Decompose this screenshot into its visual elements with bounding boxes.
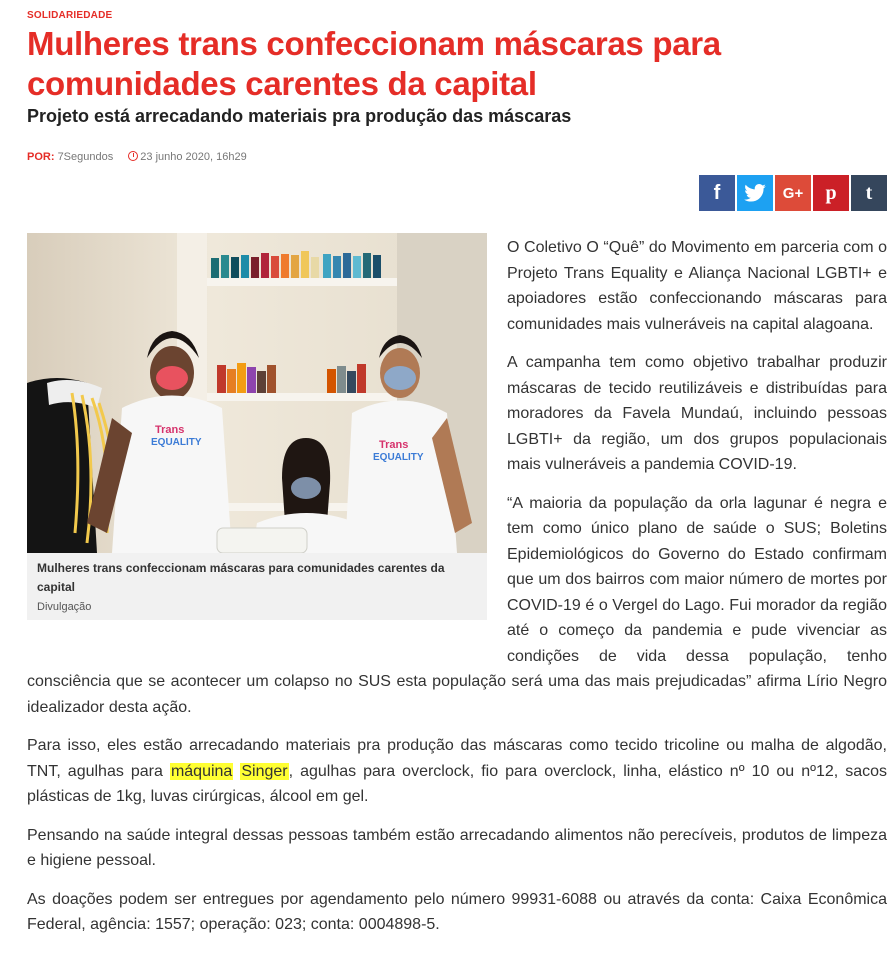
google-plus-share-button[interactable]	[775, 175, 811, 211]
highlight-singer[interactable]: Singer	[241, 762, 288, 780]
twitter-icon	[744, 184, 766, 202]
clock-icon	[128, 151, 138, 161]
facebook-share-button[interactable]	[699, 175, 735, 211]
pinterest-share-button[interactable]	[813, 175, 849, 211]
shirt-print-equality-left: EQUALITY	[151, 437, 202, 448]
author-link[interactable]: 7Segundos	[57, 151, 114, 163]
subtitle: Projeto está arrecadando materiais pra produção das máscaras	[27, 106, 572, 126]
caption-text: Mulheres trans confeccionam máscaras para comunidades carentes da capital	[37, 561, 445, 594]
facebook-icon: f	[713, 181, 721, 204]
paragraph-6: As doações podem ser entregues por agendamento pelo número 99931-6088 ou através da conta: Caixa Econômica Federal, agência: 1557; operação: 023; conta: 0004898-5.	[27, 890, 887, 933]
article-body	[27, 235, 887, 951]
tumblr-share-button[interactable]	[851, 175, 887, 211]
shirt-print-equality-right: EQUALITY	[373, 452, 424, 463]
tumblr-icon: t	[865, 181, 873, 204]
google-plus-icon: G+	[782, 184, 804, 202]
paragraph-1: O Coletivo O “Quê” do Movimento em parceria com o Projeto Trans Equality e Aliança Nacional LGBTI+ e apoiadores estão confeccionando máscaras para comunidades mais vulneráveis na capital alagoana.	[507, 239, 887, 333]
twitter-share-button[interactable]	[737, 175, 773, 211]
paragraph-2: A campanha tem como objetivo trabalhar produzir máscaras de tecido reutilizáveis e distribuídas para moradores da Favela Mundaú, incluindo pessoas LGBTI+ da região, um dos grupos populacionais mais vulneráveis a pandemia COVID-19.	[507, 354, 887, 473]
paragraph-4-start: Para isso, eles estão arrecadando materiais pra produção das máscaras como tecido tricoline ou malha de algodão, TNT, agulhas para	[27, 737, 887, 780]
byline	[27, 151, 247, 163]
highlight-maquina[interactable]: máquina	[170, 762, 233, 780]
shirt-print-trans-right: Trans	[379, 439, 409, 451]
pinterest-icon: p	[825, 181, 837, 204]
paragraph-4-end: , agulhas para overclock, fio para overclock, linha, elástico nº 10 ou nº12, sacos plásticas de 1kg, luvas cirúrgicas, álcool em gel.	[27, 762, 888, 805]
byline-label: POR:	[27, 151, 55, 163]
photo-credit: Divulgação	[37, 601, 92, 613]
category-label[interactable]: SOLIDARIEDADE	[27, 10, 113, 21]
shirt-print-trans-left: Trans	[155, 424, 185, 436]
paragraph-3: “A maioria da população da orla lagunar é negra e tem como único plano de saúde o SUS; Boletins Epidemiológicos do Governo do Estado confirmam que um dos bairros com maior número de mortes por COVID-19 é o Vergel do Lago. Fui morador da região até o começo da pandemia e pude vivenciar as condições de vida dessa população, tenho consciência que se acontecer um colapso no SUS esta população será uma das mais prejudicadas” afirma Lírio Negro idealizador desta ação.	[27, 494, 887, 716]
share-bar	[699, 175, 887, 211]
paragraph-4	[27, 733, 887, 810]
figure-spacer	[27, 235, 487, 647]
publish-date: 23 junho 2020, 16h29	[140, 151, 247, 163]
headline: Mulheres trans confeccionam máscaras para comunidades carentes da capital	[27, 25, 721, 102]
paragraph-5: Pensando na saúde integral dessas pessoas também estão arrecadando alimentos não perecíveis, produtos de limpeza e higiene pessoal.	[27, 826, 887, 869]
